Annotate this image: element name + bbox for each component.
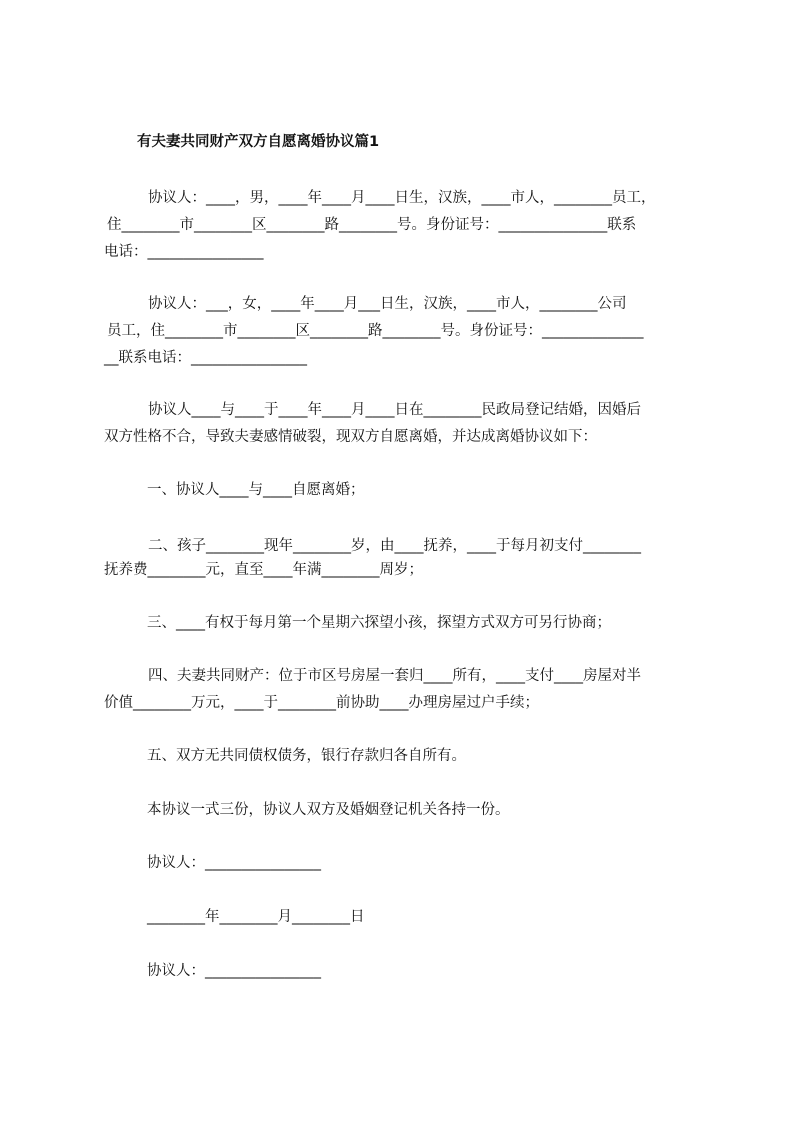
copies-clause: 本协议一式三份，协议人双方及婚姻登记机关各持一份。 (147, 802, 510, 818)
text-line: 双方性格不合，导致夫妻感情破裂，现双方自愿离婚，并达成离婚协议如下： (104, 429, 597, 445)
signature-line-2: 协议人：________________ (147, 963, 321, 979)
text-line: 二、孩子________现年________岁，由____抚养，____于每月初支付________ (148, 538, 641, 554)
text-line: 价值________万元，____于________前协助____办理房屋过户手续； (104, 695, 539, 711)
clause-1: 一、协议人____与____自愿离婚； (147, 482, 365, 498)
text-line: 协议人：___，女，____年____月___日生，汉族，____市人，________公司 (148, 296, 627, 312)
text-line: 员工，住________市________区________路________号。身份证号：______________ (107, 323, 644, 339)
document-title: 有夫妻共同财产双方自愿离婚协议篇1 (137, 134, 380, 150)
text-line: 电话：________________ (104, 244, 264, 260)
clause-5: 五、双方无共同债权债务，银行存款归各自所有。 (147, 748, 466, 764)
text-line: 四、夫妻共同财产：位于市区号房屋一套归____所有，____支付____房屋对半 (148, 668, 641, 684)
clause-3: 三、____有权于每月第一个星期六探望小孩，探望方式双方可另行协商； (147, 615, 611, 631)
text-line: 住________市________区________路________号。身份证号：_______________联系 (107, 217, 637, 233)
text-line: 协议人____与____于____年____月____日在________民政局登记结婚，因婚后 (148, 402, 641, 418)
date-line: ________年________月________日 (147, 909, 365, 925)
text-line: 抚养费________元，直至____年满________周岁； (104, 562, 423, 578)
text-line: 协议人：____，男，____年____月____日生，汉族，____市人，________员工， (148, 190, 656, 206)
signature-line-1: 协议人：________________ (147, 855, 321, 871)
text-line: __联系电话：________________ (104, 350, 307, 366)
